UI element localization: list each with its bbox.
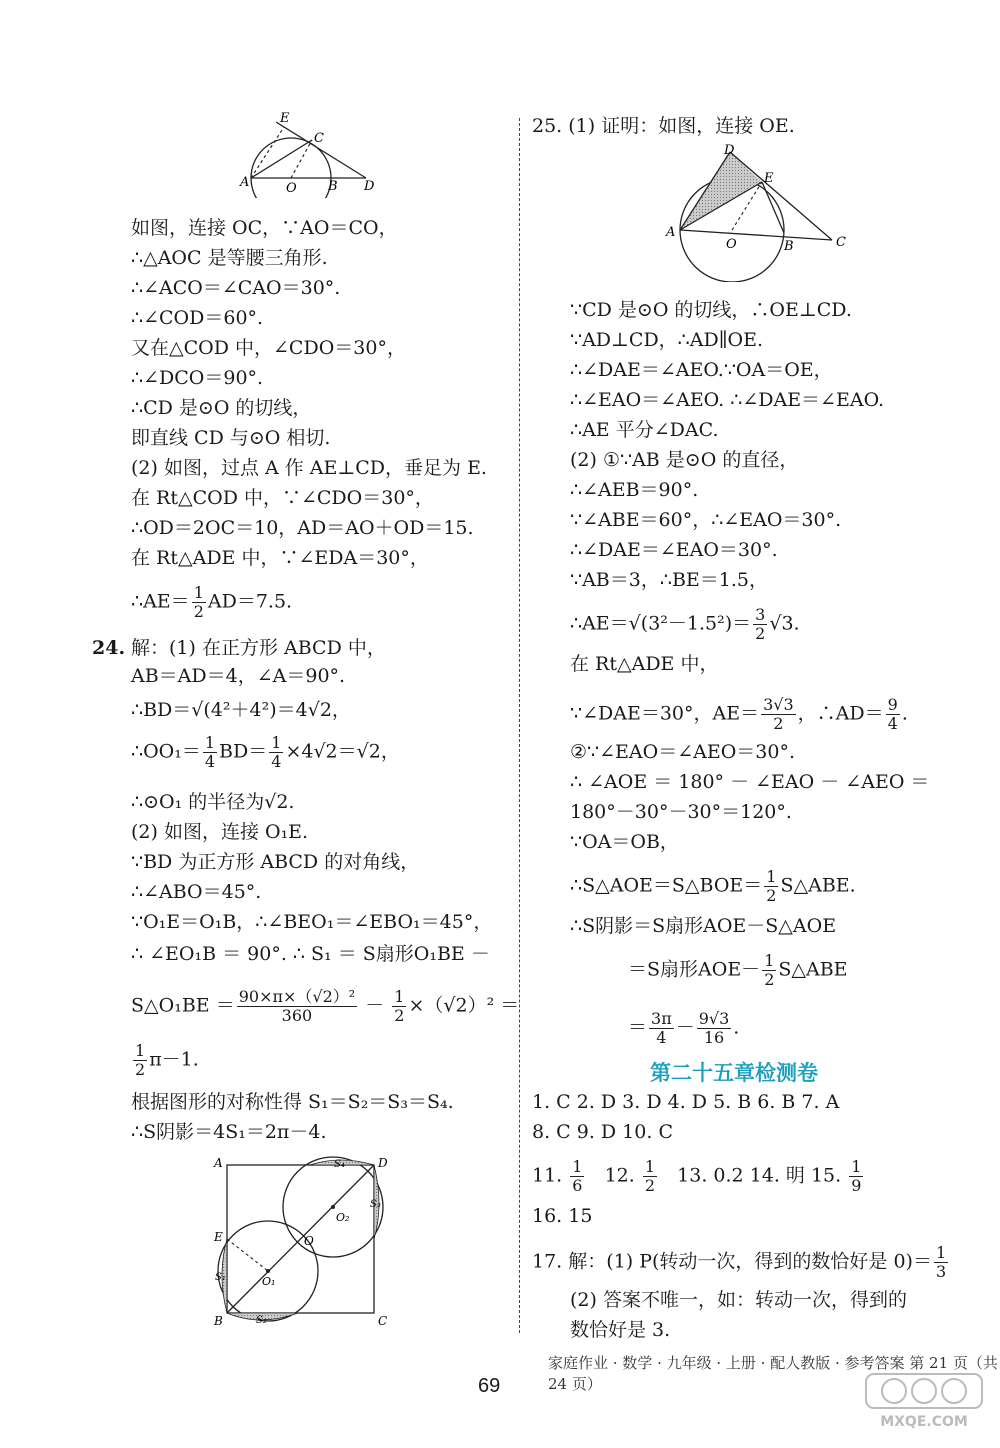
fraction: $\frac{9}{4}$ — [887, 695, 898, 733]
q24-line-2: AB＝AD＝4，∠A＝90°. — [131, 665, 346, 687]
fig1-label-a: A — [240, 175, 250, 190]
q17-line-3: 数恰好是 3. — [570, 1319, 671, 1341]
fig2-label-a: A — [666, 225, 676, 240]
fig3-label-e: E — [214, 1230, 223, 1244]
fig1-label-o: O — [286, 181, 297, 196]
q25-s4-line: ＝ $\frac{3\pi}{4}$ － $\frac{9√3}{16}$ . — [628, 1009, 740, 1047]
page-footer: 家庭作业 · 数学 · 九年级 · 上册 · 配人教版 · 参考答案 第 21 页（共 24 页） — [548, 1354, 998, 1393]
q25-line-b3: 180°－30°－30°＝120°. — [570, 801, 792, 823]
q17-line-2: (2) 答案不唯一，如：转动一次，得到的 — [570, 1289, 907, 1311]
q24-line-3: ∴BD＝√(4²＋4²)＝4√2， — [131, 699, 351, 721]
fig1-label-e: E — [280, 111, 290, 126]
q25-line-5: ∴AE 平分∠DAC. — [570, 419, 719, 441]
fig3-label-s4: S₄ — [334, 1159, 345, 1170]
q24-line-6: (2) 如图，连接 O₁E. — [131, 821, 309, 843]
fig2-label-o: O — [726, 237, 737, 252]
fig1-label-d: D — [364, 179, 375, 194]
q25-heading: 25. (1) 证明：如图，连接 OE. — [532, 115, 795, 137]
q24-line-13: 根据图形的对称性得 S₁＝S₂＝S₃＝S₄. — [131, 1091, 454, 1113]
fig1-label-c: C — [314, 131, 324, 146]
q24-line-4: ∴OO₁＝ $\frac{1}{4}$ BD＝ $\frac{1}{4}$ ×4√2＝√2， — [131, 733, 400, 771]
q23-line-4: ∴∠COD＝60°. — [131, 307, 264, 329]
fraction: $\frac{1}{2}$ — [764, 951, 775, 989]
q25-dae-line: ∵∠DAE＝30°，AE＝ $\frac{3√3}{2}$ ，∴AD＝ $\frac{9}{4}$ . — [570, 695, 908, 733]
q23-line-7: ∴CD 是⊙O 的切线， — [131, 397, 312, 419]
q24-line-1: 解：(1) 在正方形 ABCD 中， — [131, 637, 386, 659]
fraction: $\frac{\text{90×π×（√2）²}}{360}$ — [238, 987, 356, 1025]
q24-line-12: $\frac{1}{2}$ π－1. — [135, 1041, 199, 1079]
q23-ae-pre: ∴AE＝ — [131, 590, 190, 613]
figure-circle-tangent-2 — [662, 142, 852, 282]
q25-rt-line: 在 Rt△ADE 中， — [570, 653, 719, 675]
fig3-label-s1: S₁ — [215, 1272, 226, 1283]
q24-line-14: ∴S阴影＝4S₁＝2π－4. — [131, 1121, 327, 1143]
fig3-label-s2: S₂ — [256, 1315, 267, 1326]
q25-line-9: ∴∠DAE＝∠EAO＝30°. — [570, 539, 778, 561]
fig3-label-o1: O₁ — [262, 1275, 276, 1288]
figure-circle-tangent-1 — [236, 110, 386, 198]
q23-line-10: 在 Rt△COD 中，∵∠CDO＝30°， — [131, 487, 434, 509]
q23-line-8: 即直线 CD 与⊙O 相切. — [131, 427, 331, 449]
q25-line-3: ∴∠DAE＝∠AEO.∵OA＝OE， — [570, 359, 833, 381]
q23-line-1: 如图，连接 OC，∵AO＝CO， — [131, 217, 398, 239]
fig3-label-c: C — [378, 1314, 388, 1328]
section-title: 第二十五章检测卷 — [650, 1061, 818, 1085]
fraction: $\frac{1}{2}$ — [193, 583, 204, 621]
fraction: $\frac{1}{4}$ — [204, 733, 216, 771]
q25-s3-line: ＝S扇形AOE－ $\frac{1}{2}$ S△ABE — [628, 951, 848, 989]
fig2-label-b: B — [784, 239, 794, 254]
answer-row-4: 16. 15 — [532, 1205, 593, 1227]
fraction: $\frac{1}{2}$ — [766, 867, 777, 905]
q23-line-9: (2) 如图，过点 A 作 AE⊥CD，垂足为 E. — [131, 457, 487, 479]
q23-line-3: ∴∠ACO＝∠CAO＝30°. — [131, 277, 341, 299]
q23-line-5: 又在△COD 中，∠CDO＝30°， — [131, 337, 406, 359]
fraction: $\frac{3\pi}{4}$ — [651, 1009, 672, 1047]
q25-line-b2: ∴ ∠AOE ＝ 180° － ∠EAO － ∠AEO ＝ — [570, 771, 930, 793]
q25-line-2: ∵AD⊥CD，∴AD∥OE. — [570, 329, 763, 351]
q24-line-11: S△O₁BE ＝ $\frac{\text{90×π×（√2）²}}{360}$ － $\frac{1}{2}$ ×（√2）² ＝ — [131, 987, 520, 1025]
q23-ae-line — [131, 584, 292, 621]
fraction: $\frac{1}{2}$ — [644, 1157, 656, 1195]
q24-line-10: ∴ ∠EO₁B ＝ 90°. ∴ S₁ ＝ S扇形O₁BE － — [131, 943, 490, 965]
fig2-label-d: D — [724, 143, 735, 158]
fraction: $\frac{1}{2}$ — [135, 1041, 146, 1079]
answer-row-1: 1. C 2. D 3. D 4. D 5. B 6. B 7. A — [532, 1091, 840, 1113]
q23-ae-post: AD＝7.5. — [207, 590, 293, 613]
fig3-label-b: B — [214, 1314, 223, 1328]
fig2-label-e: E — [764, 171, 774, 186]
fraction: $\frac{9√3}{16}$ — [698, 1009, 730, 1047]
fig3-label-d: D — [378, 1156, 388, 1170]
q25-line-4: ∴∠EAO＝∠AEO. ∴∠DAE＝∠EAO. — [570, 389, 885, 411]
q25-line-7: ∴∠AEB＝90°. — [570, 479, 699, 501]
fraction: $\frac{3√3}{2}$ — [763, 695, 794, 733]
q23-line-6: ∴∠DCO＝90°. — [131, 367, 264, 389]
fig3-label-o2: O₂ — [336, 1211, 350, 1224]
watermark-text: MXQE.COM — [880, 1414, 968, 1430]
q25-line-6: (2) ①∵AB 是⊙O 的直径， — [570, 449, 799, 471]
answer-row-3: 11. $\frac{1}{6}$ 12. $\frac{1}{2}$ 13. 0.2 14. 明 15. $\frac{1}{9}$ — [532, 1157, 862, 1195]
fig1-label-b: B — [328, 179, 338, 194]
fraction: $\frac{1}{2}$ — [394, 987, 405, 1025]
q24-number: 24. — [92, 637, 126, 659]
figure-square-circles — [210, 1155, 395, 1330]
answer-row-2: 8. C 9. D 10. C — [532, 1121, 673, 1143]
q24-line-7: ∵BD 为正方形 ABCD 的对角线， — [131, 851, 420, 873]
q25-line-b1: ②∵∠EAO＝∠AEO＝30°. — [570, 741, 796, 763]
q25-s2-line: ∴S阴影＝S扇形AOE－S△AOE — [570, 915, 837, 937]
fraction: $\frac{1}{6}$ — [572, 1157, 583, 1195]
q24-line-9: ∵O₁E＝O₁B，∴∠BEO₁＝∠EBO₁＝45°， — [131, 911, 493, 933]
fraction: $\frac{1}{3}$ — [935, 1243, 947, 1281]
watermark-logo — [864, 1372, 984, 1436]
q23-line-12: 在 Rt△ADE 中，∵∠EDA＝30°， — [131, 547, 429, 569]
q23-line-2: ∴△AOC 是等腰三角形. — [131, 247, 328, 269]
watermark-stamp-icon — [864, 1372, 984, 1432]
q24-line-5: ∴⊙O₁ 的半径为√2. — [131, 791, 295, 813]
q25-line-8: ∵∠ABE＝60°，∴∠EAO＝30°. — [570, 509, 842, 531]
fraction: $\frac{3}{2}$ — [755, 605, 766, 643]
q25-line-1: ∵CD 是⊙O 的切线，∴OE⊥CD. — [570, 299, 852, 321]
q25-ae-line: ∴AE＝√(3²－1.5²)＝ $\frac{3}{2}$ √3. — [570, 605, 800, 643]
fraction: $\frac{1}{4}$ — [271, 733, 282, 771]
q25-line-b4: ∵OA＝OB， — [570, 831, 679, 853]
fig3-label-o: O — [304, 1234, 314, 1248]
q23-line-11: ∴OD＝2OC＝10，AD＝AO＋OD＝15. — [131, 517, 474, 539]
fig3-label-s3: S₃ — [370, 1199, 381, 1210]
page-number: 69 — [478, 1375, 501, 1397]
q24-line-8: ∴∠ABO＝45°. — [131, 881, 262, 903]
fig2-label-c: C — [836, 235, 846, 250]
column-divider — [519, 118, 520, 1333]
q25-line-10: ∵AB＝3，∴BE＝1.5， — [570, 569, 768, 591]
fig3-label-a: A — [214, 1156, 223, 1170]
q17-line-1: 17. 解：(1) P(转动一次，得到的数恰好是 0)＝ $\frac{1}{3}$ — [532, 1243, 947, 1281]
q25-s1-line: ∴S△AOE＝S△BOE＝ $\frac{1}{2}$ S△ABE. — [570, 867, 856, 905]
fraction: $\frac{1}{9}$ — [851, 1157, 862, 1195]
